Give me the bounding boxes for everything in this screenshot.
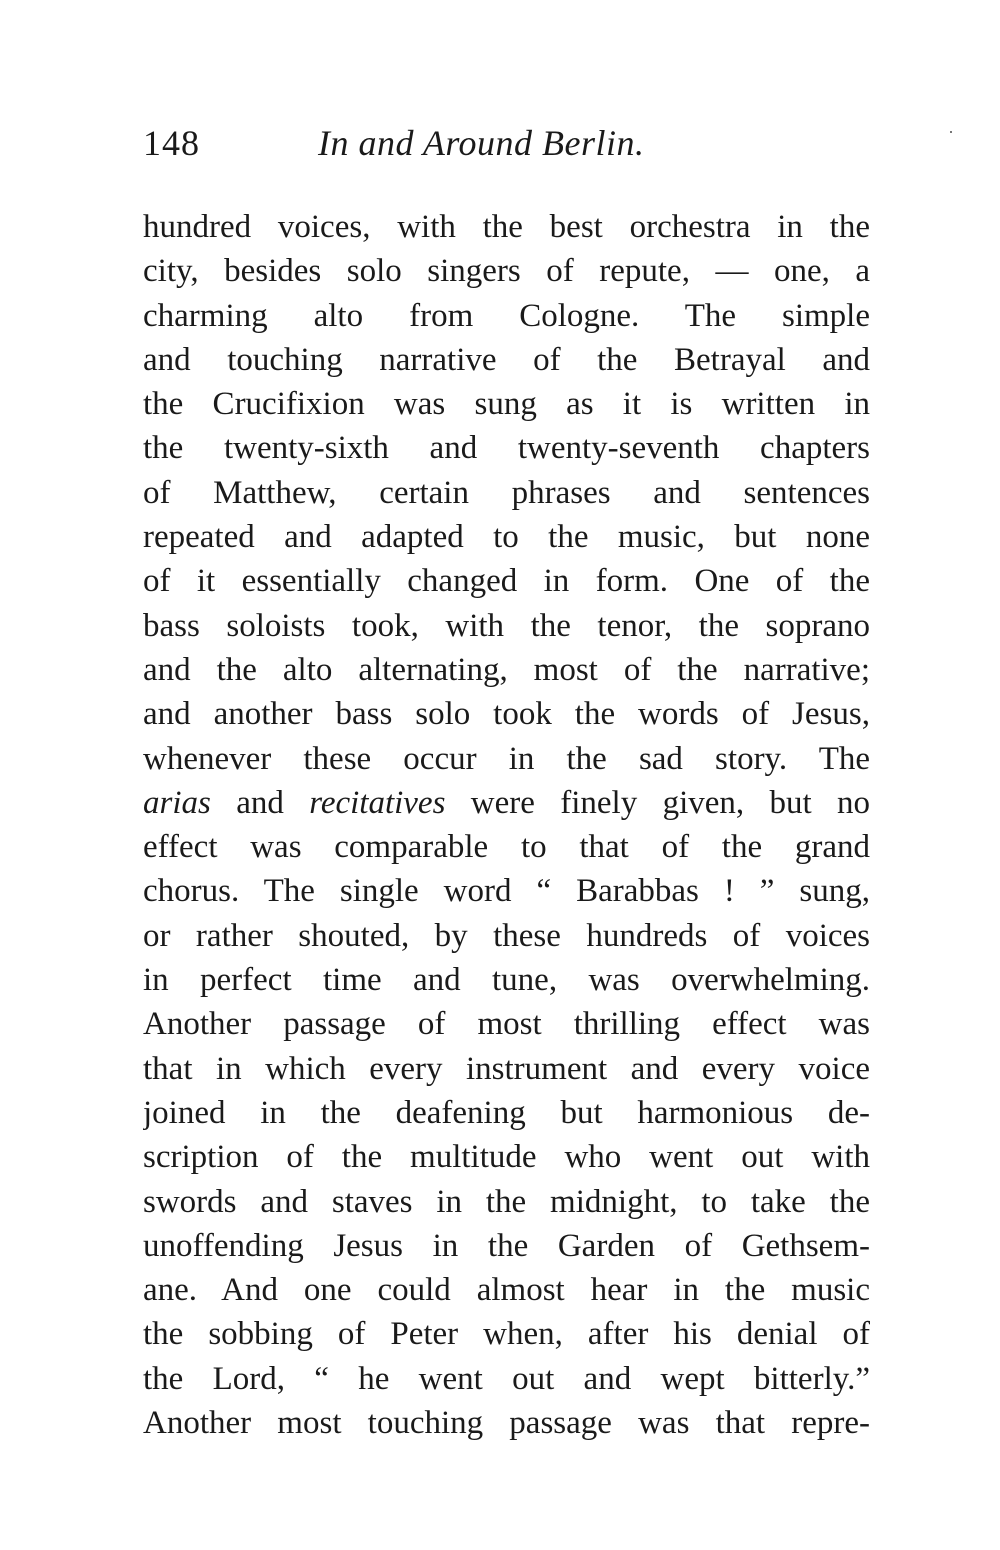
- text-line: of Matthew, certain phrases and sentences: [143, 474, 870, 511]
- text-line: in perfect time and tune, was overwhelming.: [143, 962, 870, 999]
- italic-term: arias: [143, 784, 211, 821]
- running-head: [143, 118, 703, 168]
- text-line: hundred voices, with the best orchestra in the: [143, 209, 870, 245]
- text-line: that in which every instrument and every voice: [143, 1050, 870, 1087]
- text-line: swords and staves in the midnight, to take the: [143, 1183, 870, 1220]
- text-line: and touching narrative of the Betrayal and: [143, 341, 870, 378]
- text-line: chorus. The single word “ Barabbas ! ” sung,: [143, 873, 870, 910]
- text-line: the Crucifixion was sung as it is written in: [143, 386, 870, 423]
- scan-speck: [950, 131, 952, 133]
- text-line: ane. And one could almost hear in the music: [143, 1272, 870, 1309]
- text-line: [143, 781, 870, 825]
- text-line: Another most touching passage was that repre-: [143, 1405, 870, 1442]
- text-line: the sobbing of Peter when, after his denial of: [143, 1316, 870, 1353]
- text-line: effect was comparable to that of the grand: [143, 829, 870, 866]
- text-line: and the alto alternating, most of the narrative;: [143, 651, 870, 688]
- text-line: bass soloists took, with the tenor, the soprano: [143, 607, 870, 644]
- text-line: of it essentially changed in form. One of the: [143, 563, 870, 600]
- text-line: joined in the deafening but harmonious de-: [143, 1094, 870, 1131]
- text-line: whenever these occur in the sad story. The: [143, 740, 870, 777]
- text-run: were finely given, but no: [445, 784, 870, 821]
- text-line: and another bass solo took the words of Jesus,: [143, 696, 870, 733]
- text-line: the Lord, “ he went out and wept bitterly.”: [143, 1360, 870, 1397]
- text-line: unoffending Jesus in the Garden of Gethsem-: [143, 1227, 870, 1264]
- running-title: In and Around Berlin.: [318, 123, 645, 163]
- text-line: scription of the multitude who went out with: [143, 1139, 870, 1176]
- body-text: [143, 205, 870, 1445]
- text-line: or rather shouted, by these hundreds of voices: [143, 917, 870, 954]
- text-line: charming alto from Cologne. The simple: [143, 297, 870, 334]
- italic-term: recitatives: [309, 784, 446, 821]
- text-line: the twenty-sixth and twenty-seventh chapters: [143, 430, 870, 467]
- page-number: 148: [143, 123, 200, 163]
- text-line: repeated and adapted to the music, but none: [143, 519, 870, 556]
- text-line: city, besides solo singers of repute, — one, a: [143, 253, 870, 290]
- text-run: and: [210, 784, 310, 821]
- text-line: Another passage of most thrilling effect was: [143, 1006, 870, 1043]
